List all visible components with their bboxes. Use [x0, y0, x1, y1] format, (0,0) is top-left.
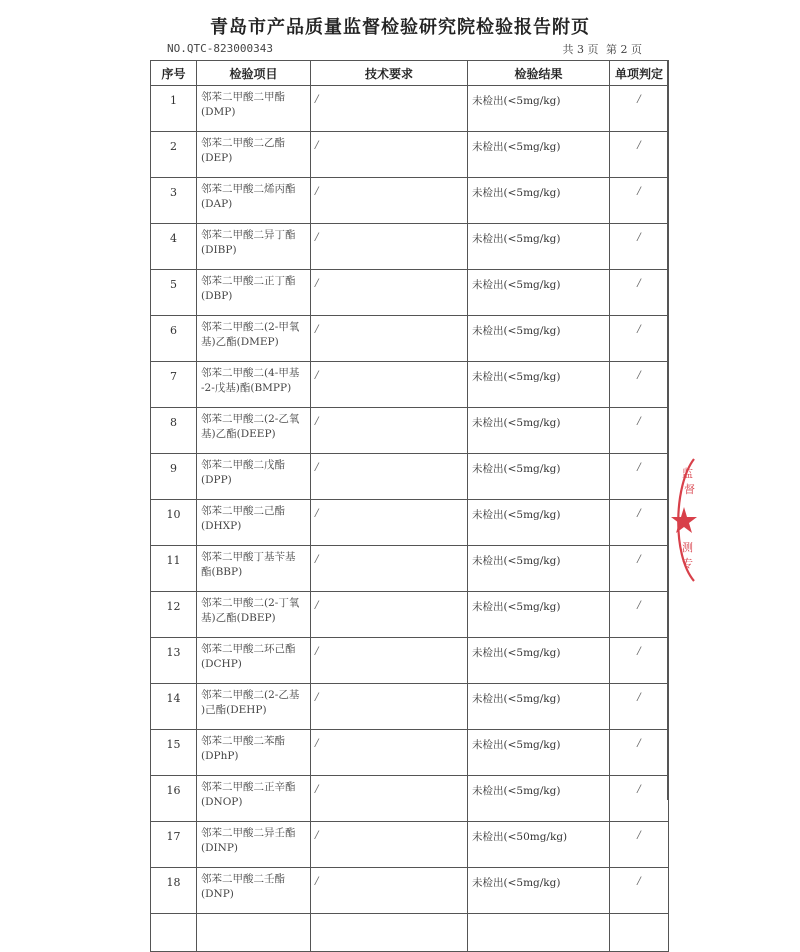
row-tech-requirement	[311, 132, 468, 178]
row-tech-requirement-value: /	[315, 599, 319, 611]
report-number: NO.QTC-823000343	[167, 42, 273, 55]
row-tech-requirement-value: /	[315, 829, 319, 841]
row-judgement	[610, 362, 669, 408]
row-test-item-line1: 邻苯二甲酸二甲酯	[201, 91, 285, 103]
row-test-item-line2: (DIBP)	[201, 244, 237, 256]
row-judgement	[610, 868, 669, 914]
row-tech-requirement	[311, 776, 468, 822]
row-serial-no: 4	[151, 224, 197, 270]
row-tech-requirement-value: /	[315, 369, 319, 381]
row-test-result: 未检出(<5mg/kg)	[468, 638, 610, 684]
row-tech-requirement	[311, 684, 468, 730]
row-test-result: 未检出(<5mg/kg)	[468, 224, 610, 270]
row-test-item-line1: 邻苯二甲酸二(4-甲基	[201, 367, 300, 379]
row-judgement-value: /	[637, 553, 641, 565]
row-serial-no: 17	[151, 822, 197, 868]
row-tech-requirement-value: /	[315, 323, 319, 335]
page-current: 第 2 页	[606, 43, 642, 56]
seal-star	[671, 507, 697, 533]
row-judgement-value: /	[637, 645, 641, 657]
row-test-item-line1: 邻苯二甲酸二异丁酯	[201, 229, 296, 241]
row-test-item-line1: 邻苯二甲酸二(2-乙基	[201, 689, 300, 701]
row-judgement	[610, 178, 669, 224]
row-judgement-value: /	[637, 461, 641, 473]
row-test-item-line2: 酯(BBP)	[201, 566, 243, 578]
row-test-item	[197, 638, 311, 684]
row-tech-requirement-value: /	[315, 139, 319, 151]
row-tech-requirement	[311, 316, 468, 362]
row-test-item	[197, 868, 311, 914]
row-judgement-value: /	[637, 185, 641, 197]
row-test-item	[197, 776, 311, 822]
row-judgement-value: /	[637, 277, 641, 289]
row-judgement	[610, 730, 669, 776]
row-test-item-line1: 邻苯二甲酸二正辛酯	[201, 781, 296, 793]
row-tech-requirement-value: /	[315, 691, 319, 703]
row-test-item-line1: 邻苯二甲酸二环己酯	[201, 643, 296, 655]
row-tech-requirement-value: /	[315, 185, 319, 197]
table-row	[151, 730, 669, 776]
row-serial-no: 14	[151, 684, 197, 730]
row-judgement-value: /	[637, 507, 641, 519]
row-serial-no: 3	[151, 178, 197, 224]
page-info	[559, 41, 643, 57]
row-judgement	[610, 500, 669, 546]
table-row	[151, 546, 669, 592]
row-serial-no: 9	[151, 454, 197, 500]
report-title: 青岛市产品质量监督检验研究院检验报告附页	[210, 17, 590, 38]
row-judgement-value: /	[637, 139, 641, 151]
row-tech-requirement	[311, 730, 468, 776]
table-row	[151, 178, 669, 224]
row-judgement-value: /	[637, 829, 641, 841]
row-tech-requirement	[311, 638, 468, 684]
row-judgement	[610, 408, 669, 454]
header-tech-requirement: 技术要求	[311, 61, 468, 86]
row-judgement	[610, 316, 669, 362]
row-test-result: 未检出(<5mg/kg)	[468, 316, 610, 362]
row-serial-no: 16	[151, 776, 197, 822]
row-serial-no: 8	[151, 408, 197, 454]
row-tech-requirement	[311, 270, 468, 316]
row-judgement-value: /	[637, 691, 641, 703]
row-test-item	[197, 178, 311, 224]
row-test-item-line1: 邻苯二甲酸二正丁酯	[201, 275, 296, 287]
row-judgement	[610, 822, 669, 868]
row-tech-requirement	[311, 822, 468, 868]
row-tech-requirement	[311, 454, 468, 500]
row-test-item-line2: (DHXP)	[201, 520, 242, 532]
seal-text-top: 监	[682, 467, 693, 480]
row-judgement-value: /	[637, 323, 641, 335]
page-total: 共 3 页	[562, 43, 599, 56]
row-test-item	[197, 454, 311, 500]
row-test-item-line2: 基)乙酯(DBEP)	[201, 612, 276, 624]
row-tech-requirement-value: /	[315, 277, 319, 289]
table-row	[151, 224, 669, 270]
row-tech-requirement-value: /	[315, 461, 319, 473]
row-judgement-value: /	[637, 415, 641, 427]
row-serial-no: 1	[151, 86, 197, 132]
header-judgement: 单项判定	[610, 61, 669, 86]
row-judgement	[610, 224, 669, 270]
row-serial-no: 11	[151, 546, 197, 592]
row-test-item-line2: 基)乙酯(DEEP)	[201, 428, 276, 440]
row-test-item	[197, 132, 311, 178]
row-judgement	[610, 638, 669, 684]
row-test-item	[197, 730, 311, 776]
row-tech-requirement	[311, 592, 468, 638]
table-body	[151, 86, 669, 952]
row-test-item-line1: 邻苯二甲酸二壬酯	[201, 873, 285, 885]
row-tech-requirement-value: /	[315, 645, 319, 657]
row-test-result: 未检出(<5mg/kg)	[468, 776, 610, 822]
row-tech-requirement-value: /	[315, 553, 319, 565]
row-tech-requirement-value: /	[315, 875, 319, 887]
row-test-item-line1: 邻苯二甲酸二己酯	[201, 505, 285, 517]
row-test-item-line2: )己酯(DEHP)	[201, 704, 267, 716]
row-test-item	[197, 224, 311, 270]
table-row	[151, 132, 669, 178]
row-serial-no: 5	[151, 270, 197, 316]
row-test-item-line1: 邻苯二甲酸二戊酯	[201, 459, 285, 471]
row-judgement-value: /	[637, 737, 641, 749]
table-row	[151, 454, 669, 500]
row-judgement-value: /	[637, 369, 641, 381]
row-test-item-line2: 基)乙酯(DMEP)	[201, 336, 279, 348]
table-row	[151, 638, 669, 684]
row-serial-no: 7	[151, 362, 197, 408]
row-judgement	[610, 776, 669, 822]
row-tech-requirement	[311, 868, 468, 914]
row-serial-no: 6	[151, 316, 197, 362]
row-test-item-line1: 邻苯二甲酸二(2-乙氧	[201, 413, 300, 425]
row-serial-no: 15	[151, 730, 197, 776]
row-test-item-line2: (DCHP)	[201, 658, 242, 670]
row-judgement	[610, 454, 669, 500]
row-test-item-line2: (DMP)	[201, 106, 236, 118]
row-tech-requirement	[311, 546, 468, 592]
row-judgement-value: /	[637, 599, 641, 611]
row-test-result: 未检出(<5mg/kg)	[468, 730, 610, 776]
row-test-item	[197, 546, 311, 592]
row-test-item-line2: (DPP)	[201, 474, 232, 486]
table-row	[151, 500, 669, 546]
row-test-result: 未检出(<5mg/kg)	[468, 178, 610, 224]
row-test-item-line2: (DAP)	[201, 198, 233, 210]
row-test-item-line2: (DBP)	[201, 290, 233, 302]
table-row	[151, 592, 669, 638]
header-serial-no: 序号	[151, 61, 197, 86]
table-row	[151, 408, 669, 454]
row-serial-no: 18	[151, 868, 197, 914]
row-test-result: 未检出(<5mg/kg)	[468, 684, 610, 730]
row-test-item-line1: 邻苯二甲酸二烯丙酯	[201, 183, 296, 195]
row-test-result: 未检出(<5mg/kg)	[468, 132, 610, 178]
row-test-item-line1: 邻苯二甲酸二(2-丁氧	[201, 597, 300, 609]
row-tech-requirement-value: /	[315, 231, 319, 243]
table-row	[151, 316, 669, 362]
row-judgement	[610, 270, 669, 316]
row-test-item-line2: -2-戊基)酯(BMPP)	[201, 382, 292, 394]
row-test-item-line1: 邻苯二甲酸二苯酯	[201, 735, 285, 747]
row-test-item-line2: (DNP)	[201, 888, 234, 900]
row-tech-requirement	[311, 500, 468, 546]
row-judgement	[610, 592, 669, 638]
row-tech-requirement-value: /	[315, 93, 319, 105]
row-test-result: 未检出(<50mg/kg)	[468, 822, 610, 868]
table-row	[151, 270, 669, 316]
row-serial-no: 12	[151, 592, 197, 638]
row-serial-no: 2	[151, 132, 197, 178]
row-serial-no: 10	[151, 500, 197, 546]
row-test-item	[197, 822, 311, 868]
row-judgement-value: /	[637, 875, 641, 887]
row-test-item-line1: 邻苯二甲酸二异壬酯	[201, 827, 296, 839]
row-judgement-value: /	[637, 93, 641, 105]
row-tech-requirement	[311, 178, 468, 224]
row-tech-requirement	[311, 408, 468, 454]
results-table	[150, 60, 669, 952]
table-row	[151, 362, 669, 408]
table-row	[151, 868, 669, 914]
row-tech-requirement-value: /	[315, 415, 319, 427]
row-test-item	[197, 684, 311, 730]
row-test-result: 未检出(<5mg/kg)	[468, 362, 610, 408]
row-test-result: 未检出(<5mg/kg)	[468, 546, 610, 592]
row-test-result: 未检出(<5mg/kg)	[468, 408, 610, 454]
row-tech-requirement	[311, 86, 468, 132]
row-test-item	[197, 408, 311, 454]
row-test-result: 未检出(<5mg/kg)	[468, 454, 610, 500]
row-test-result: 未检出(<5mg/kg)	[468, 270, 610, 316]
table-row	[151, 684, 669, 730]
row-judgement	[610, 684, 669, 730]
row-test-item-line2: (DINP)	[201, 842, 239, 854]
table-row	[151, 86, 669, 132]
inspection-seal-stamp	[668, 455, 698, 585]
row-judgement	[610, 86, 669, 132]
row-test-item-line2: (DPhP)	[201, 750, 239, 762]
row-tech-requirement-value: /	[315, 507, 319, 519]
row-test-item	[197, 86, 311, 132]
row-tech-requirement	[311, 362, 468, 408]
row-test-item-line2: (DNOP)	[201, 796, 243, 808]
row-tech-requirement-value: /	[315, 783, 319, 795]
header-test-result: 检验结果	[468, 61, 610, 86]
header-test-item: 检验项目	[197, 61, 311, 86]
row-judgement-value: /	[637, 231, 641, 243]
row-tech-requirement	[311, 224, 468, 270]
row-test-item	[197, 592, 311, 638]
row-judgement	[610, 546, 669, 592]
row-test-item	[197, 362, 311, 408]
table-row	[151, 776, 669, 822]
row-test-item-line1: 邻苯二甲酸二乙酯	[201, 137, 285, 149]
row-judgement	[610, 132, 669, 178]
row-test-result: 未检出(<5mg/kg)	[468, 592, 610, 638]
row-test-item	[197, 270, 311, 316]
row-test-item-line2: (DEP)	[201, 152, 233, 164]
table-empty-row	[151, 914, 669, 952]
row-test-item-line1: 邻苯二甲酸二(2-甲氧	[201, 321, 300, 333]
row-serial-no: 13	[151, 638, 197, 684]
row-judgement-value: /	[637, 783, 641, 795]
seal-text-bottom2: 专	[682, 557, 693, 570]
table-row	[151, 822, 669, 868]
seal-text-top2: 督	[684, 483, 695, 496]
row-tech-requirement-value: /	[315, 737, 319, 749]
row-test-item	[197, 500, 311, 546]
row-test-item	[197, 316, 311, 362]
table-header-row	[151, 61, 669, 86]
row-test-result: 未检出(<5mg/kg)	[468, 86, 610, 132]
row-test-item-line1: 邻苯二甲酸丁基苄基	[201, 551, 296, 563]
row-test-result: 未检出(<5mg/kg)	[468, 500, 610, 546]
seal-text-bottom: 测	[682, 541, 693, 554]
row-test-result: 未检出(<5mg/kg)	[468, 868, 610, 914]
